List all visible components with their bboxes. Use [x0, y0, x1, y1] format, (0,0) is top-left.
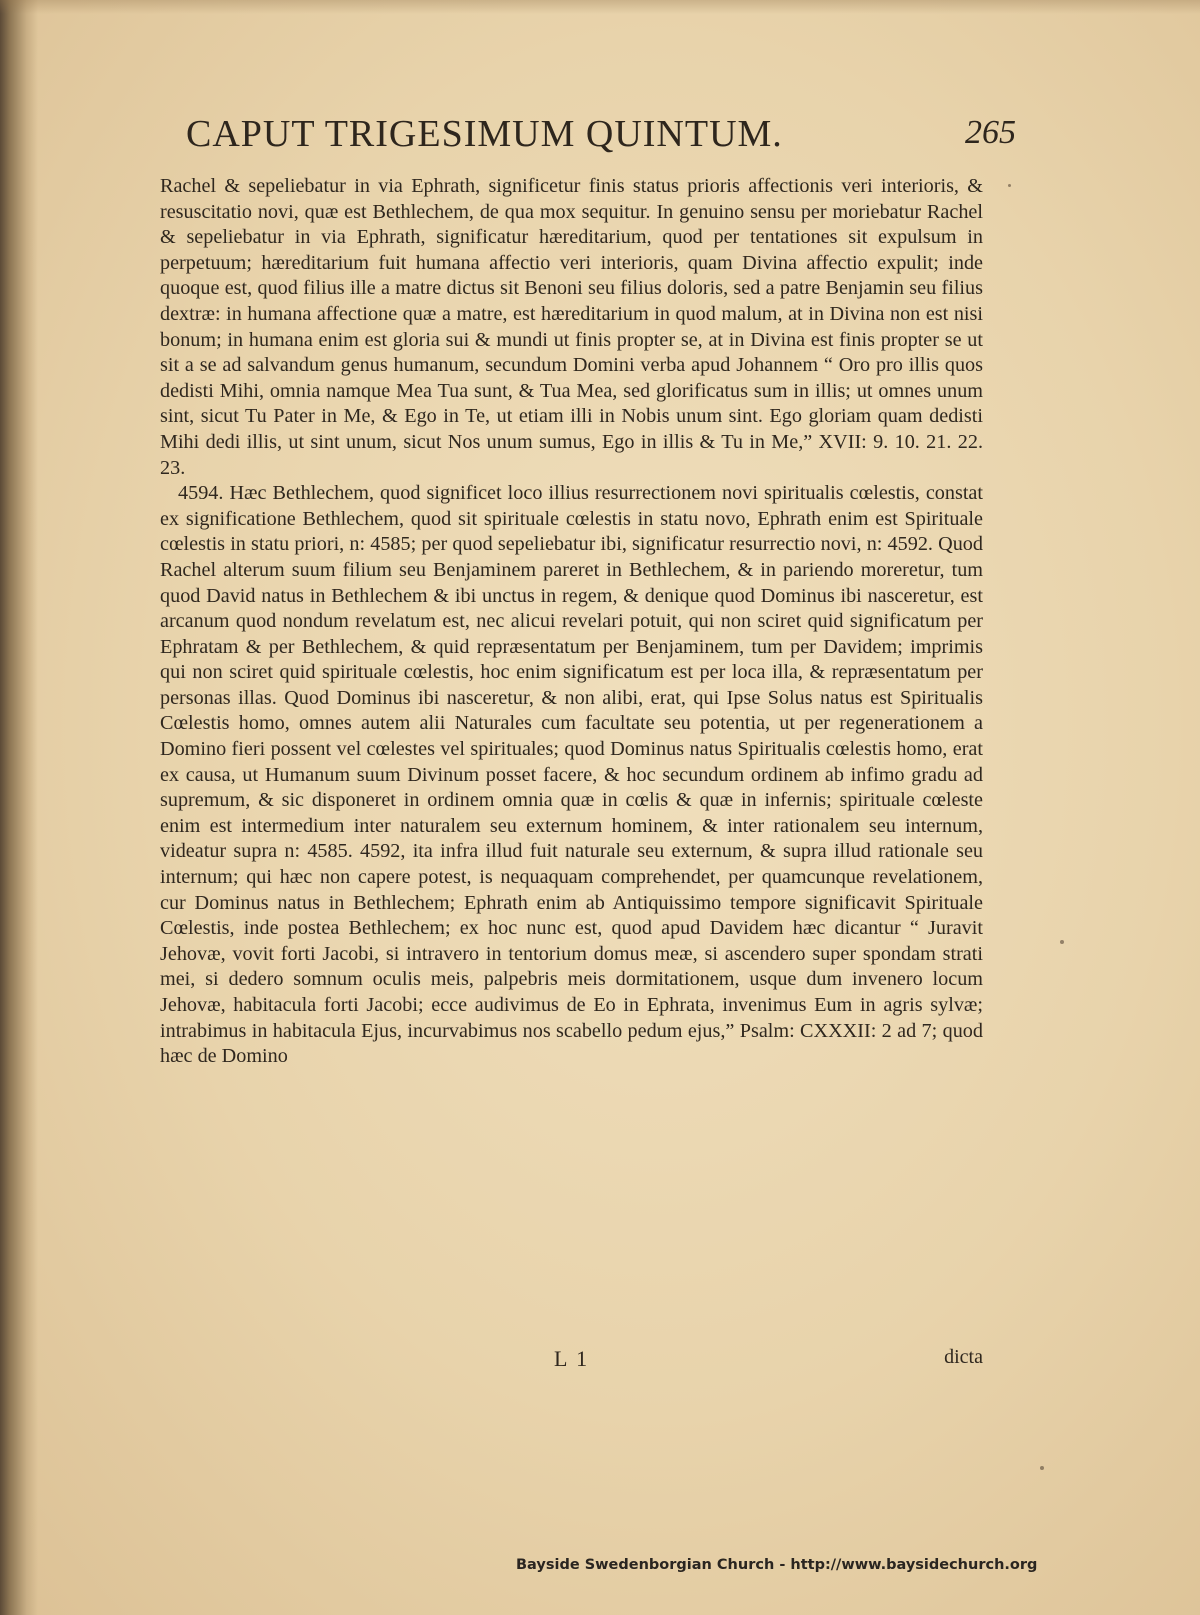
- paragraph-continued: Rachel & sepeliebatur in via Ephrath, significetur finis status prioris affectionis veri interioris, & resuscitatio novi, quæ est Bethlechem, de qua mox sequitur. In genuino sensu per moriebatur Rachel & sepeliebatur in via Ephrath, significatur hæreditarium, quod per tentationes sit expulsum in perpetuum; hæreditarium fuit humana affectio veri interioris, quam Divina affectio expulit; inde quoque est, quod filius ille a matre dictus sit Benoni seu filius doloris, sed a patre Benjamin seu filius dextræ: in humana affectione quæ a matre, est hæreditarium in quod malum, at in Divina non est nisi bonum; in humana enim est gloria sui & mundi ut finis propter se, at in Divina est finis propter se ut sit a se ad salvandum genus humanum, secundum Domini verba apud Johannem “ Oro pro illis quos dedisti Mihi, omnia namque Mea Tua sunt, & Tua Mea, sed glorificatus sum in illis; ut omnes unum sint, sicut Tu Pater in Me, & Ego in Te, ut etiam illi in Nobis unum sint. Ego gloriam quam dedisti Mihi dedi illis, ut sint unum, sicut Nos unum sumus, Ego in illis & Tu in Me,” XVII: 9. 10. 21. 22. 23.: [160, 175, 983, 479]
- paper-speck: [1040, 1466, 1044, 1470]
- paper-speck: [1060, 940, 1064, 944]
- page-footer: [160, 1346, 983, 1372]
- paper-speck: [1008, 184, 1011, 187]
- paragraph-4594: 4594. Hæc Bethlechem, quod significet loco illius resurrectionem novi spiritualis cœlestis, constat ex significatione Bethlechem, quod sit spirituale cœlestis in statu novo, Ephrath enim est Spirituale cœlestis in statu priori, n: 4585; per quod sepeliebatur ibi, significatur resurrectio novi, n: 4592. Quod Rachel alterum suum filium seu Benjaminem pareret in Bethlechem, & in pariendo moreretur, tum quod David natus in Bethlechem & ibi unctus in regem, & denique quod Dominus ibi nasceretur, est arcanum quod nondum revelatum est, nec alicui revelari potuit, qui non sciret quid significatum per Ephratam & per Bethlechem, & quid repræsentatum per Benjaminem, tum per Davidem; imprimis qui non sciret quid spirituale cœlestis, hoc enim significatum est per loca illa, & repræsentatum per personas illas. Quod Dominus ibi nasceretur, & non alibi, erat, qui Ipse Solus natus est Spiritualis Cœlestis homo, omnes autem alii Naturales cum facultate seu potentia, ut per regenerationem a Domino fieri possent vel cœlestes vel spirituales; quod Dominus natus Spiritualis cœlestis homo, erat ex causa, ut Humanum suum Divinum posset facere, & hoc secundum ordinem ab infimo gradu ad supremum, & sic disponeret in ordinem omnia quæ in cœlis & quæ in infernis; spirituale cœleste enim est intermedium inter naturalem seu externum hominem, & inter rationalem seu internum, videatur supra n: 4585. 4592, ita infra illud fuit naturale seu externum, & supra illud rationale seu internum; qui hæc non capere potest, is nequaquam comprehendet, per quamcunque revelationem, cur Dominus natus in Bethlechem; Ephrath enim ab Antiquissimo tempore significavit Spirituale Cœlestis, inde postea Bethlechem; ex hoc nunc est, quod apud Davidem hæc dicantur “ Juravit Jehovæ, vovit forti Jacobi, si intravero in tentorium domus meæ, si ascendero super spondam strati mei, si dedero somnum oculis meis, palpebris meis dormitationem, usque dum invenero locum Jehovæ, habitacula forti Jacobi; ecce audivimus de Eo in Ephrata, invenimus Eum in agris sylvæ; intrabimus in habitacula Ejus, incurvabimus nos scabello pedum ejus,” Psalm: CXXXII: 2 ad 7; quod hæc de Domino: [160, 482, 983, 1068]
- running-head: CAPUT TRIGESIMUM QUINTUM.: [186, 113, 783, 155]
- signature-mark: L 1: [554, 1346, 590, 1371]
- page-top-edge: [0, 0, 1200, 14]
- website-watermark: Bayside Swedenborgian Church - http://www.baysidechurch.org: [516, 1557, 1038, 1573]
- binding-gutter-shadow: [0, 0, 38, 1615]
- page-header: [186, 112, 1016, 168]
- page-number: 265: [965, 114, 1016, 151]
- body-text: [160, 174, 983, 1070]
- catchword: dicta: [944, 1346, 983, 1368]
